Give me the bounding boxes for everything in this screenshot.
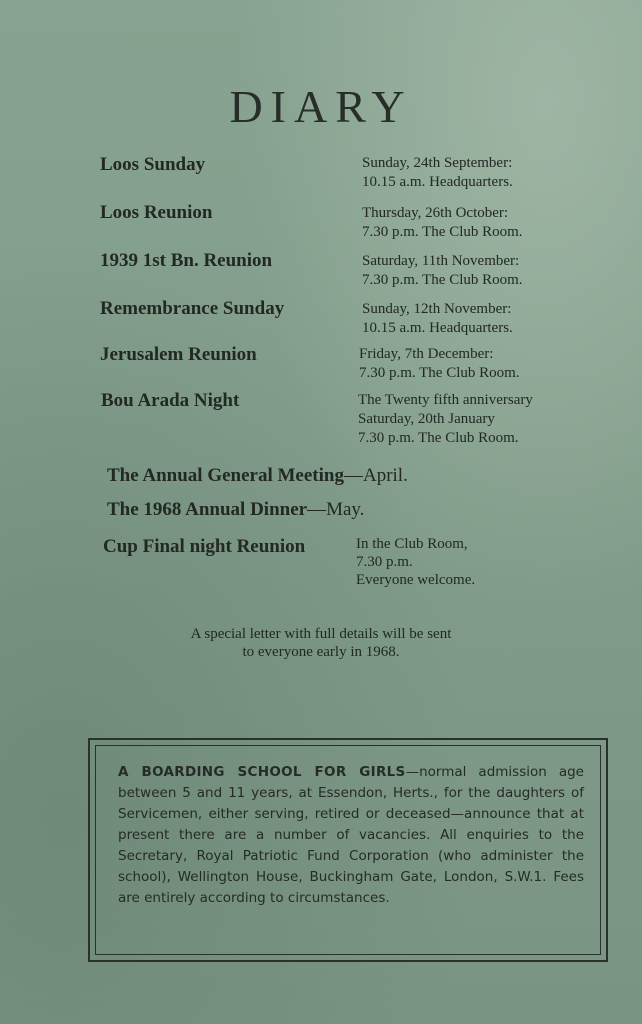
- event-time-place: 7.30 p.m. The Club Room.: [362, 224, 523, 240]
- event-detail: [362, 154, 513, 192]
- event-date: Thursday, 26th October:: [362, 205, 509, 221]
- event-detail: [362, 300, 513, 338]
- school-notice-heading: A BOARDING SCHOOL FOR GIRLS: [118, 764, 406, 780]
- event-date: Saturday, 11th November:: [362, 253, 520, 269]
- event-name: Jerusalem Reunion: [100, 344, 257, 365]
- page-title: DIARY: [229, 81, 413, 132]
- event-name: Loos Sunday: [100, 154, 206, 175]
- meeting-month: —April.: [343, 465, 408, 486]
- school-notice-text: [118, 762, 584, 909]
- event-time-place: 7.30 p.m. The Club Room.: [358, 430, 519, 446]
- event-date: Sunday, 12th November:: [362, 301, 512, 317]
- school-notice-body: —normal admission age between 5 and 11 years, at Essendon, Herts., for the daughters of Servicemen, either serving, retired or deceased—announce that at present there are a number of vacancies. All enquiries to the Secretary, Royal Patriotic Fund Corporation (who administer the school), Wellington House, Buckingham Gate, London, S.W.1. Fees are entirely according to circumstances.: [118, 764, 584, 906]
- cup-final-name: Cup Final night Reunion: [103, 536, 306, 557]
- event-time-place: 10.15 a.m. Headquarters.: [362, 320, 513, 336]
- event-anniversary: The Twenty fifth anniversary: [358, 392, 533, 408]
- event-detail: [362, 252, 523, 290]
- cup-final-detail: [356, 535, 475, 589]
- meeting-name: The Annual General Meeting: [107, 465, 344, 486]
- event-detail: [362, 204, 523, 242]
- event-date: Friday, 7th December:: [359, 346, 494, 362]
- event-date: Saturday, 20th January: [358, 411, 495, 427]
- cup-final-welcome: Everyone welcome.: [356, 572, 476, 588]
- event-detail: [359, 345, 520, 383]
- event-time-place: 10.15 a.m. Headquarters.: [362, 174, 513, 190]
- cup-final-time: 7.30 p.m.: [356, 554, 413, 570]
- meeting-name: The 1968 Annual Dinner: [107, 499, 308, 520]
- event-name: Bou Arada Night: [101, 390, 240, 411]
- letter-line: to everyone early in 1968.: [242, 644, 400, 660]
- special-letter-note: [0, 625, 642, 661]
- event-name: 1939 1st Bn. Reunion: [100, 250, 273, 271]
- event-date: Sunday, 24th September:: [362, 155, 513, 171]
- meeting-month: —May.: [307, 499, 365, 520]
- event-name: Remembrance Sunday: [100, 298, 285, 319]
- event-time-place: 7.30 p.m. The Club Room.: [362, 272, 523, 288]
- letter-line: A special letter with full details will be sent: [190, 626, 452, 642]
- event-name: Loos Reunion: [100, 202, 213, 223]
- annual-dinner: [107, 499, 364, 521]
- cup-final-place: In the Club Room,: [356, 536, 468, 552]
- event-time-place: 7.30 p.m. The Club Room.: [359, 365, 520, 381]
- event-detail: [358, 391, 533, 448]
- annual-general-meeting: [107, 465, 408, 487]
